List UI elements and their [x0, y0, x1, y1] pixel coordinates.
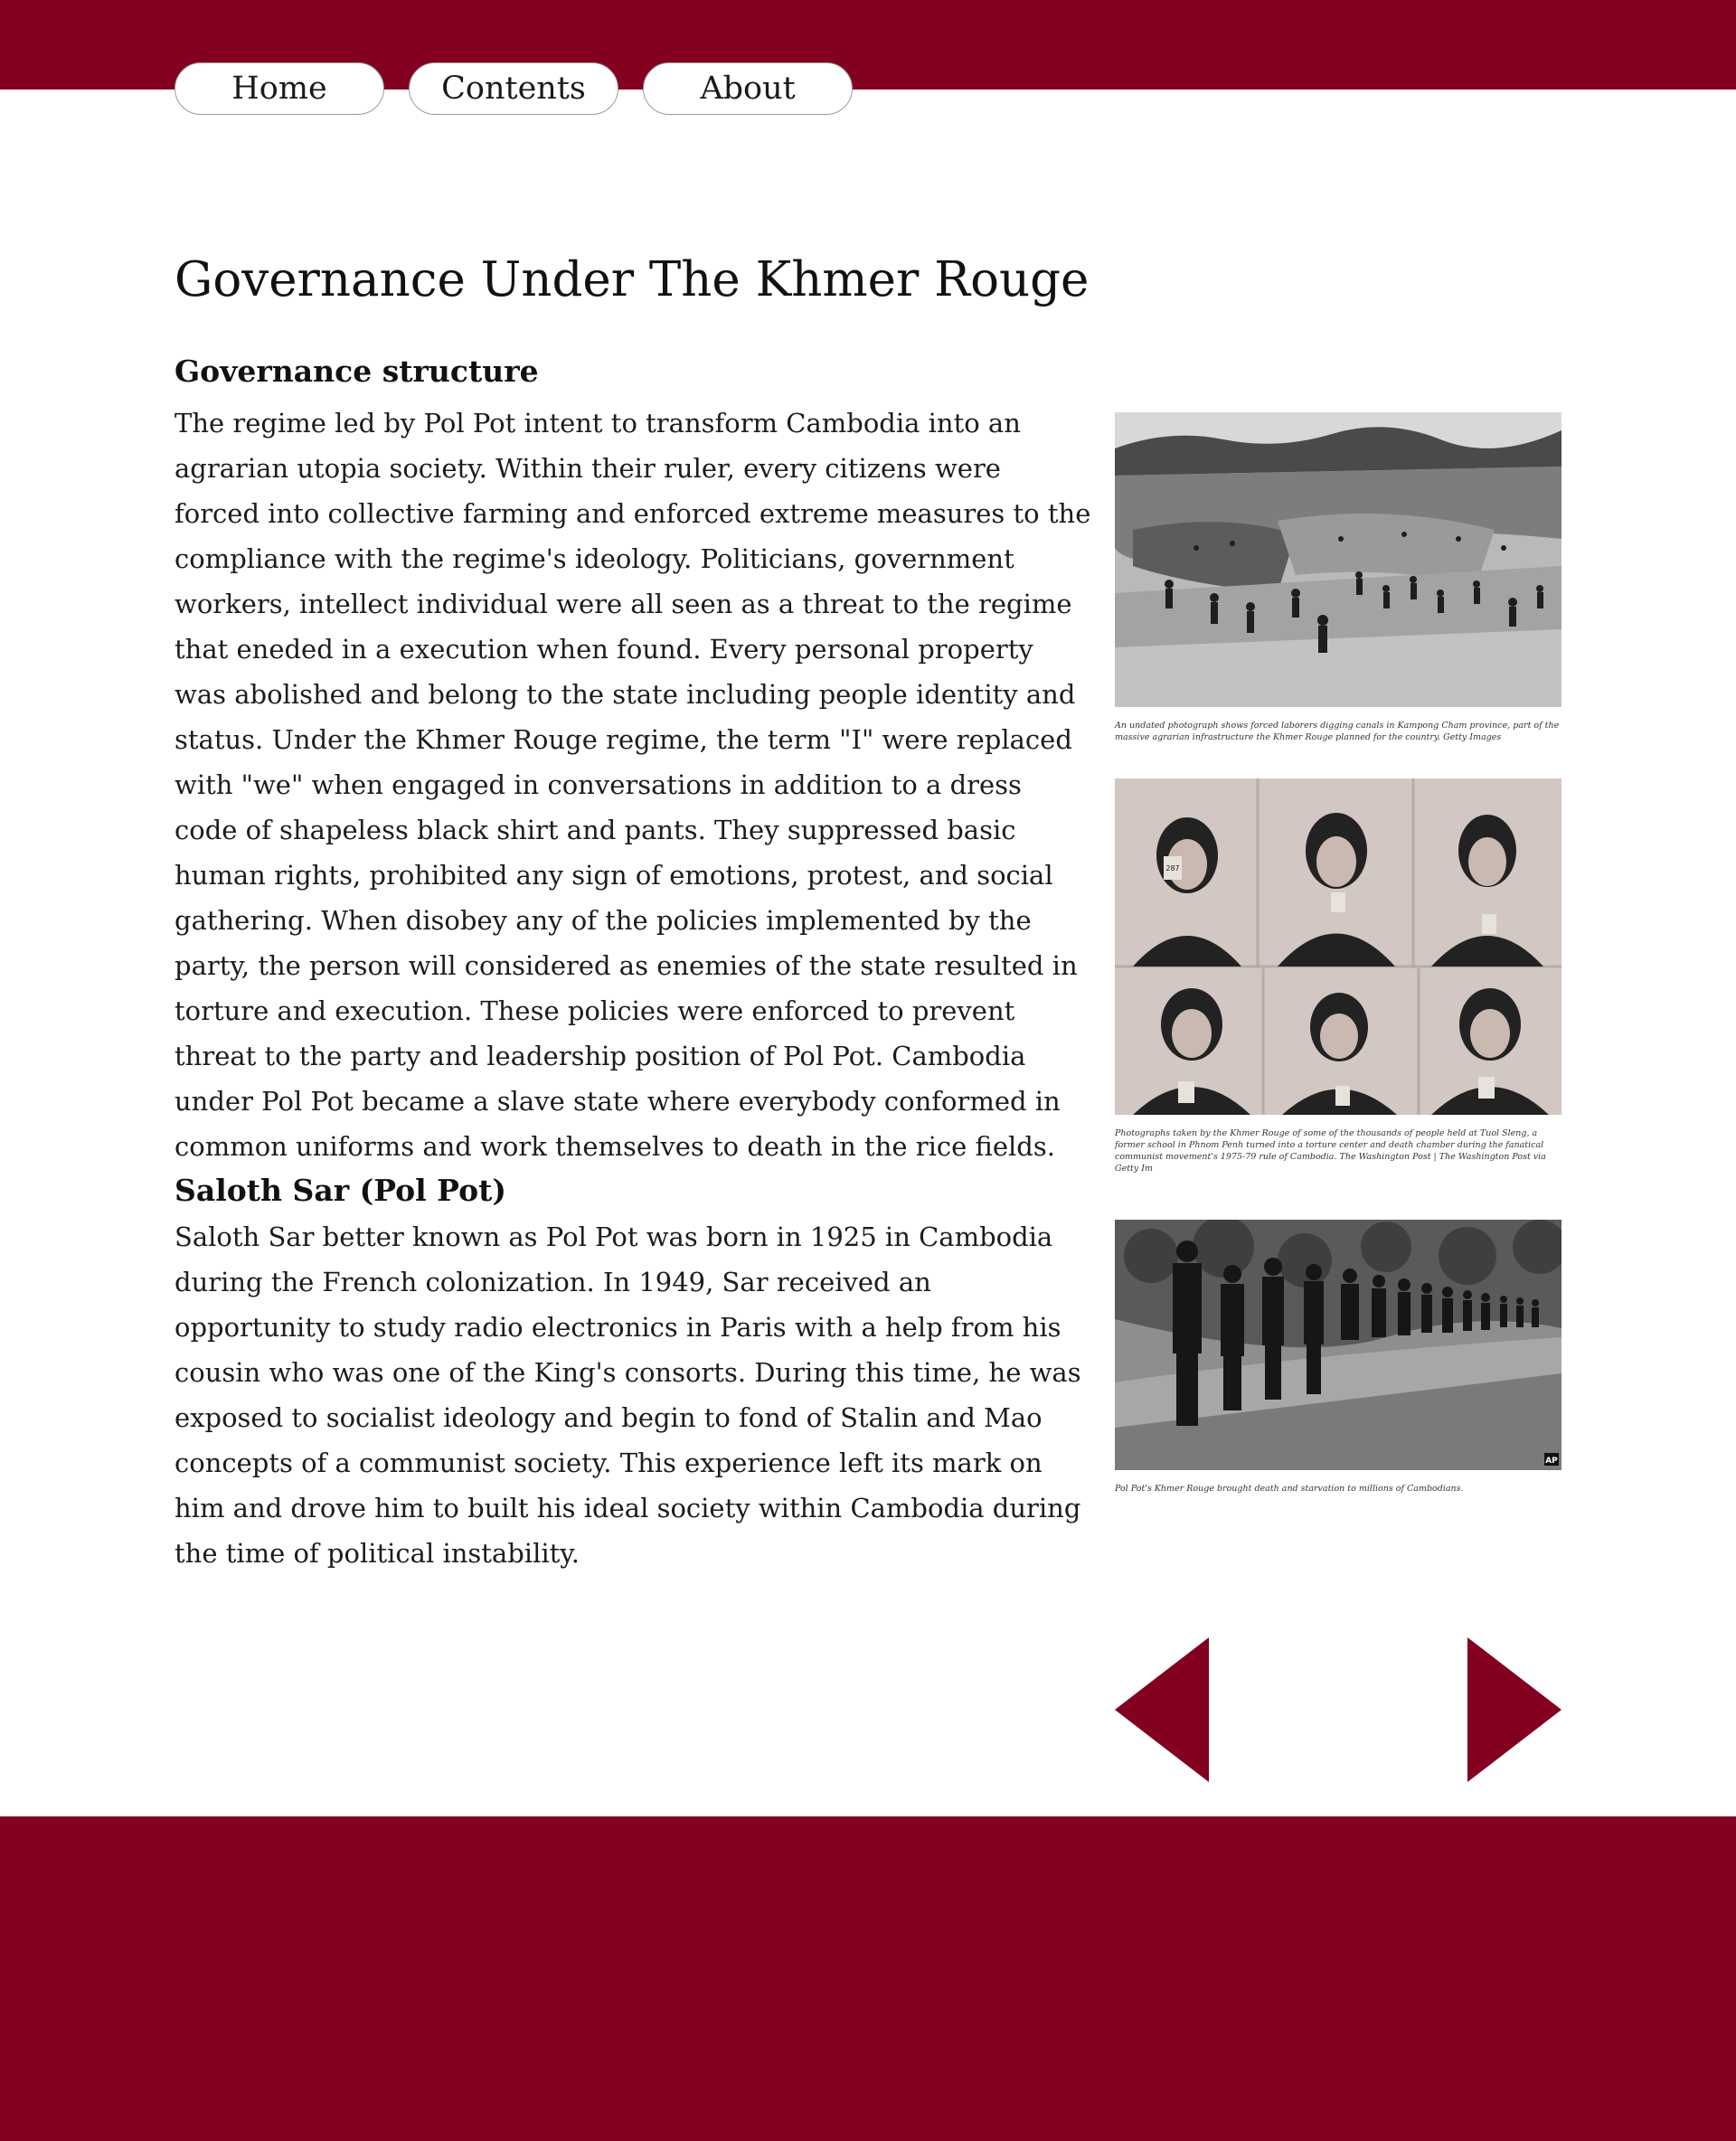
labor-camp-photo: [1115, 412, 1561, 707]
page-title: Governance Under The Khmer Rouge: [175, 252, 1090, 307]
tuol-sleng-photo: [1115, 778, 1561, 1115]
labor-camp-caption: An undated photograph shows forced laborers digging canals in Kampong Cham province, part of the massive agrarian infrastructure the Khmer Rouge planned for the country. Getty Images: [1115, 721, 1560, 742]
footer-band: [0, 1816, 1736, 2141]
section-body-governance: The regime led by Pol Pot intent to transform Cambodia into an agrarian utopia society. Within their ruler, every citizens were forced into collective farming and enforced extreme measures to the compliance with the regime's ideology. Politicians, government workers, intellect individual were all seen as a threat to the regime that eneded in a execution when found. Every personal property was abolished and belong to the state including people identity and status. Under the Khmer Rouge regime, the term "I" were replaced with "we" when engaged in conversations in addition to a dress code of shapeless black shirt and pants. They suppressed basic human rights, prohibited any sign of emotions, protest, and social gathering. When disobey any of the policies implemented by the party, the person will considered as enemies of the state resulted in torture and execution. These policies were enforced to prevent threat to the party and leadership position of Pol Pot. Cambodia under Pol Pot became a slave state where everybody conformed in common uniforms and work themselves to death in the rice fields.: [175, 408, 1091, 1162]
section-heading-governance: Governance structure: [175, 354, 539, 389]
nav-contents-button[interactable]: Contents: [409, 62, 618, 115]
tuol-sleng-tag: 287: [1165, 864, 1180, 872]
previous-page-button[interactable]: [1115, 1637, 1209, 1782]
figure-labor-camp: [1115, 412, 1561, 743]
photo-credit-badge: AP: [1545, 1457, 1558, 1466]
section-body-saloth-sar: Saloth Sar better known as Pol Pot was born in 1925 in Cambodia during the French colonization. In 1949, Sar received an opportunity to study radio electronics in Paris with a help from his cousin who was one of the King's consorts. During this time, he was exposed to socialist ideology and begin to fond of Stalin and Mao concepts of a communist society. This experience left its mark on him and drove him to built his ideal society within Cambodia during the time of political instability.: [175, 1221, 1081, 1569]
khmer-rouge-march-caption: Pol Pot's Khmer Rouge brought death and starvation to millions of Cambodians.: [1115, 1484, 1464, 1494]
next-page-button[interactable]: [1467, 1637, 1561, 1782]
figure-tuol-sleng: [1115, 778, 1561, 1174]
figure-khmer-rouge-march: [1115, 1220, 1561, 1495]
khmer-rouge-march-photo: [1115, 1220, 1561, 1470]
triangle-left-icon: [1115, 1637, 1209, 1782]
triangle-right-icon: [1467, 1637, 1561, 1782]
tuol-sleng-caption: Photographs taken by the Khmer Rouge of some of the thousands of people held at Tuol Sleng, a former school in Phnom Penh turned into a torture center and death chamber during the fanatical communist movement's 1975-79 rule of Cambodia. The Washington Post | The Washington Post via Getty Im: [1115, 1128, 1546, 1174]
nav-about-button[interactable]: About: [643, 62, 853, 115]
nav-home-button[interactable]: Home: [175, 62, 384, 115]
main-nav: [175, 62, 853, 115]
section-heading-saloth-sar: Saloth Sar (Pol Pot): [175, 1173, 506, 1208]
